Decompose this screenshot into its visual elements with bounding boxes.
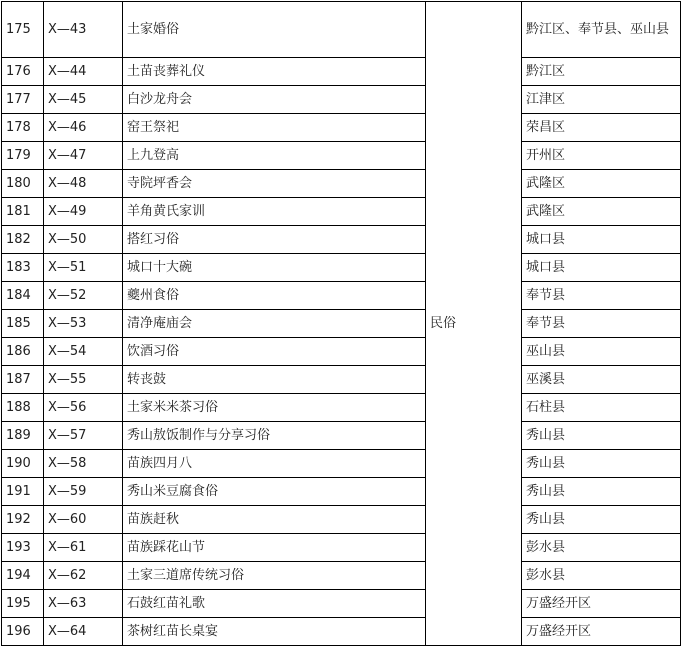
region-cell: 城口县 — [522, 254, 681, 282]
item-code-cell: X—60 — [44, 506, 123, 534]
region-cell: 秀山县 — [522, 478, 681, 506]
row-number-cell: 192 — [2, 506, 44, 534]
region-cell: 开州区 — [522, 142, 681, 170]
item-name-cell: 上九登高 — [123, 142, 426, 170]
region-cell: 秀山县 — [522, 450, 681, 478]
table-row — [2, 254, 681, 282]
table-row — [2, 338, 681, 366]
region-cell: 江津区 — [522, 86, 681, 114]
row-number-cell: 185 — [2, 310, 44, 338]
item-name-cell: 苗族赶秋 — [123, 506, 426, 534]
item-name-cell: 羊角黄氏家训 — [123, 198, 426, 226]
table-row — [2, 450, 681, 478]
region-cell: 武隆区 — [522, 198, 681, 226]
region-cell: 万盛经开区 — [522, 590, 681, 618]
table-row — [2, 534, 681, 562]
item-name-cell: 秀山敖饭制作与分享习俗 — [123, 422, 426, 450]
item-name-cell: 城口十大碗 — [123, 254, 426, 282]
table-row — [2, 114, 681, 142]
item-code-cell: X—44 — [44, 58, 123, 86]
table-row — [2, 590, 681, 618]
item-name-cell: 夔州食俗 — [123, 282, 426, 310]
table-row — [2, 142, 681, 170]
item-name-cell: 苗族踩花山节 — [123, 534, 426, 562]
item-code-cell: X—49 — [44, 198, 123, 226]
heritage-list-table — [1, 1, 681, 646]
region-cell: 秀山县 — [522, 506, 681, 534]
table-row — [2, 562, 681, 590]
row-number-cell: 193 — [2, 534, 44, 562]
item-code-cell: X—47 — [44, 142, 123, 170]
row-number-cell: 189 — [2, 422, 44, 450]
region-cell: 石柱县 — [522, 394, 681, 422]
item-code-cell: X—51 — [44, 254, 123, 282]
item-code-cell: X—62 — [44, 562, 123, 590]
row-number-cell: 179 — [2, 142, 44, 170]
table-row — [2, 226, 681, 254]
table-row — [2, 422, 681, 450]
item-name-cell: 石鼓红苗礼歌 — [123, 590, 426, 618]
region-cell: 巫山县 — [522, 338, 681, 366]
row-number-cell: 182 — [2, 226, 44, 254]
item-code-cell: X—43 — [44, 2, 123, 58]
item-name-cell: 转丧鼓 — [123, 366, 426, 394]
item-name-cell: 土家米米茶习俗 — [123, 394, 426, 422]
item-name-cell: 寺院坪香会 — [123, 170, 426, 198]
item-name-cell: 土家三道席传统习俗 — [123, 562, 426, 590]
row-number-cell: 184 — [2, 282, 44, 310]
table-row — [2, 478, 681, 506]
item-name-cell: 白沙龙舟会 — [123, 86, 426, 114]
item-name-cell: 清净庵庙会 — [123, 310, 426, 338]
table-row — [2, 198, 681, 226]
item-code-cell: X—50 — [44, 226, 123, 254]
region-cell: 城口县 — [522, 226, 681, 254]
table-row — [2, 366, 681, 394]
item-code-cell: X—45 — [44, 86, 123, 114]
region-cell: 奉节县 — [522, 310, 681, 338]
row-number-cell: 190 — [2, 450, 44, 478]
row-number-cell: 178 — [2, 114, 44, 142]
region-cell: 黔江区、奉节县、巫山县 — [522, 2, 681, 58]
row-number-cell: 176 — [2, 58, 44, 86]
region-cell: 巫溪县 — [522, 366, 681, 394]
item-name-cell: 搭红习俗 — [123, 226, 426, 254]
item-code-cell: X—56 — [44, 394, 123, 422]
item-name-cell: 饮酒习俗 — [123, 338, 426, 366]
item-name-cell: 秀山米豆腐食俗 — [123, 478, 426, 506]
item-code-cell: X—53 — [44, 310, 123, 338]
table-row — [2, 2, 681, 58]
table-row — [2, 282, 681, 310]
item-code-cell: X—61 — [44, 534, 123, 562]
region-cell: 彭水县 — [522, 534, 681, 562]
item-code-cell: X—59 — [44, 478, 123, 506]
item-name-cell: 茶树红苗长桌宴 — [123, 618, 426, 646]
row-number-cell: 175 — [2, 2, 44, 58]
item-code-cell: X—58 — [44, 450, 123, 478]
category-cell: 民俗 — [426, 2, 522, 646]
table-row — [2, 506, 681, 534]
table-row — [2, 394, 681, 422]
item-name-cell: 土苗丧葬礼仪 — [123, 58, 426, 86]
row-number-cell: 186 — [2, 338, 44, 366]
region-cell: 彭水县 — [522, 562, 681, 590]
item-name-cell: 窑王祭祀 — [123, 114, 426, 142]
region-cell: 秀山县 — [522, 422, 681, 450]
row-number-cell: 194 — [2, 562, 44, 590]
table-row — [2, 170, 681, 198]
table-body — [2, 2, 681, 646]
row-number-cell: 187 — [2, 366, 44, 394]
region-cell: 奉节县 — [522, 282, 681, 310]
item-code-cell: X—54 — [44, 338, 123, 366]
row-number-cell: 177 — [2, 86, 44, 114]
row-number-cell: 191 — [2, 478, 44, 506]
item-code-cell: X—57 — [44, 422, 123, 450]
item-code-cell: X—63 — [44, 590, 123, 618]
item-code-cell: X—48 — [44, 170, 123, 198]
item-code-cell: X—46 — [44, 114, 123, 142]
item-code-cell: X—52 — [44, 282, 123, 310]
row-number-cell: 181 — [2, 198, 44, 226]
item-name-cell: 苗族四月八 — [123, 450, 426, 478]
region-cell: 黔江区 — [522, 58, 681, 86]
region-cell: 万盛经开区 — [522, 618, 681, 646]
table-row — [2, 58, 681, 86]
table-row — [2, 310, 681, 338]
row-number-cell: 195 — [2, 590, 44, 618]
item-code-cell: X—64 — [44, 618, 123, 646]
row-number-cell: 196 — [2, 618, 44, 646]
region-cell: 武隆区 — [522, 170, 681, 198]
row-number-cell: 188 — [2, 394, 44, 422]
table-row — [2, 86, 681, 114]
row-number-cell: 183 — [2, 254, 44, 282]
item-code-cell: X—55 — [44, 366, 123, 394]
item-name-cell: 土家婚俗 — [123, 2, 426, 58]
region-cell: 荣昌区 — [522, 114, 681, 142]
row-number-cell: 180 — [2, 170, 44, 198]
table-row — [2, 618, 681, 646]
